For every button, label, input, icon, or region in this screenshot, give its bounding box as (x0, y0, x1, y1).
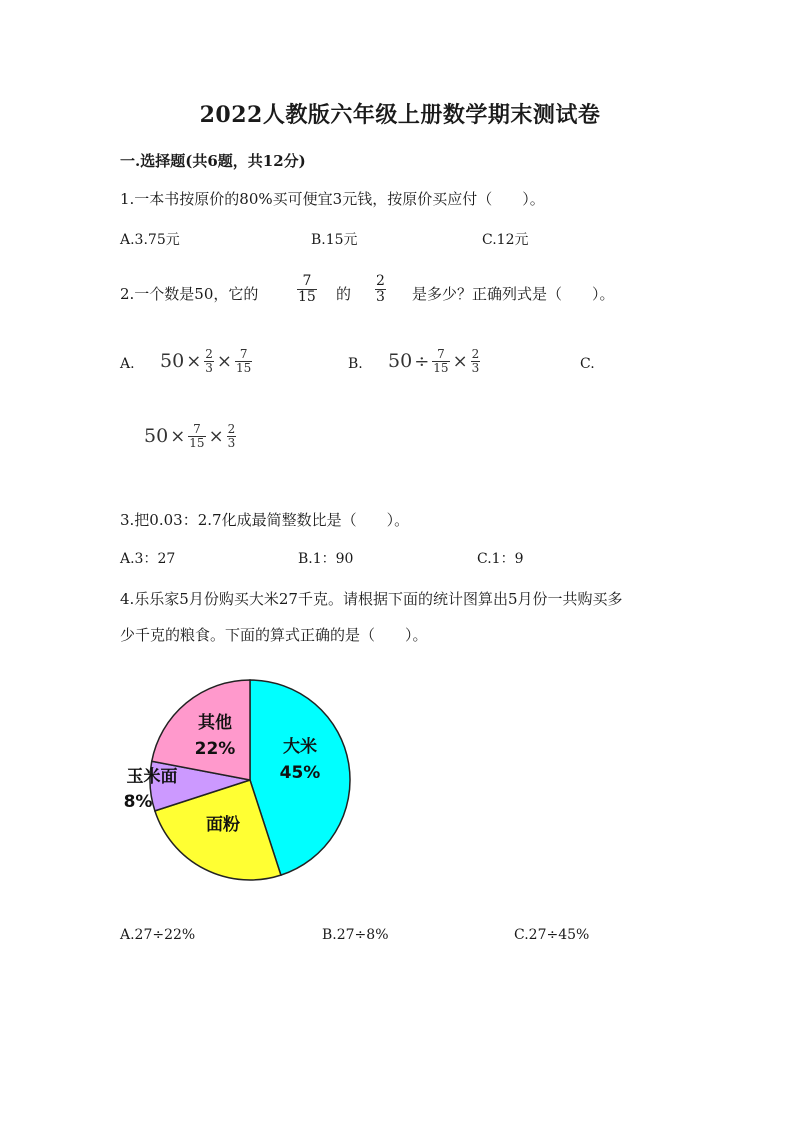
pie-value-label: 22% (194, 739, 236, 759)
divide-operator: ÷ (414, 350, 430, 372)
question-3-stem: 3.把0.03：2.7化成最简整数比是（ ）。 (120, 511, 410, 529)
frac-num: 7 (239, 347, 248, 361)
page-title: 2022人教版六年级上册数学期末测试卷 (199, 102, 601, 128)
q2-frac1-num: 7 (302, 273, 312, 289)
times-operator: × (452, 350, 468, 372)
q2-fraction-2-3 (374, 274, 387, 304)
frac-den: 15 (189, 435, 205, 450)
pie-label: 玉米面 (126, 767, 178, 787)
q2-option-b-label[interactable]: B. (348, 356, 363, 372)
q1-option-b[interactable]: B.15元 (311, 232, 358, 248)
q4-option-c[interactable]: C.27÷45% (514, 927, 590, 943)
q3-option-c[interactable]: C.1：9 (477, 551, 524, 567)
expr-number: 50 (160, 350, 185, 373)
pie-value-label: 45% (279, 763, 321, 783)
question-1-stem: 1.一本书按原价的80%买可便宜3元钱，按原价买应付（ ）。 (120, 190, 545, 208)
frac-den: 3 (471, 360, 480, 375)
section-heading: 一.选择题(共6题，共12分) (120, 152, 306, 170)
q2-option-a-expression[interactable] (160, 348, 253, 374)
q2-frac2-num: 2 (376, 273, 385, 289)
question-2-stem-part3: 是多少？正确列式是（ ）。 (412, 285, 615, 303)
q2-option-c-expression[interactable] (144, 423, 237, 449)
q2-option-a-label[interactable]: A. (120, 356, 135, 372)
question-2-stem-part1: 2.一个数是50，它的 (120, 285, 259, 303)
times-operator: × (170, 425, 186, 447)
q1-option-a[interactable]: A.3.75元 (120, 232, 180, 248)
frac-den: 15 (236, 360, 252, 375)
times-operator: × (186, 350, 202, 372)
expr-number: 50 (388, 350, 413, 373)
frac-num: 2 (471, 347, 480, 361)
q3-option-a[interactable]: A.3：27 (120, 551, 176, 567)
frac-num: 7 (437, 347, 445, 361)
q2-option-b-expression[interactable] (388, 348, 481, 374)
frac-den: 15 (433, 360, 449, 375)
q2-option-c-label[interactable]: C. (580, 356, 595, 372)
frac-num: 2 (227, 422, 236, 436)
q2-frac2-den: 3 (376, 288, 385, 305)
expr-number: 50 (144, 425, 169, 448)
frac-num: 2 (205, 347, 213, 361)
times-operator: × (216, 350, 233, 372)
frac-num: 7 (193, 422, 201, 436)
question-4-stem-line1: 4.乐乐家5月份购买大米27千克。请根据下面的统计图算出5月份一共购买多 (120, 590, 623, 608)
grain-pie-chart (110, 670, 370, 900)
q3-option-b[interactable]: B.1：90 (298, 551, 354, 567)
frac-den: 3 (227, 435, 236, 450)
q1-option-c[interactable]: C.12元 (482, 232, 529, 248)
question-4-stem-line2: 少千克的粮食。下面的算式正确的是（ ）。 (120, 626, 428, 644)
pie-label: 大米 (283, 737, 317, 757)
pie-value-label: 8% (123, 792, 153, 812)
q2-frac1-den: 15 (298, 288, 316, 305)
times-operator: × (208, 425, 224, 447)
pie-label: 面粉 (206, 815, 240, 835)
pie-label: 其他 (198, 713, 232, 733)
question-2-stem-part2: 的 (336, 285, 352, 303)
q4-option-a[interactable]: A.27÷22% (120, 927, 196, 943)
q4-option-b[interactable]: B.27÷8% (322, 927, 389, 943)
frac-den: 3 (205, 360, 213, 375)
q2-fraction-7-15 (296, 274, 318, 304)
